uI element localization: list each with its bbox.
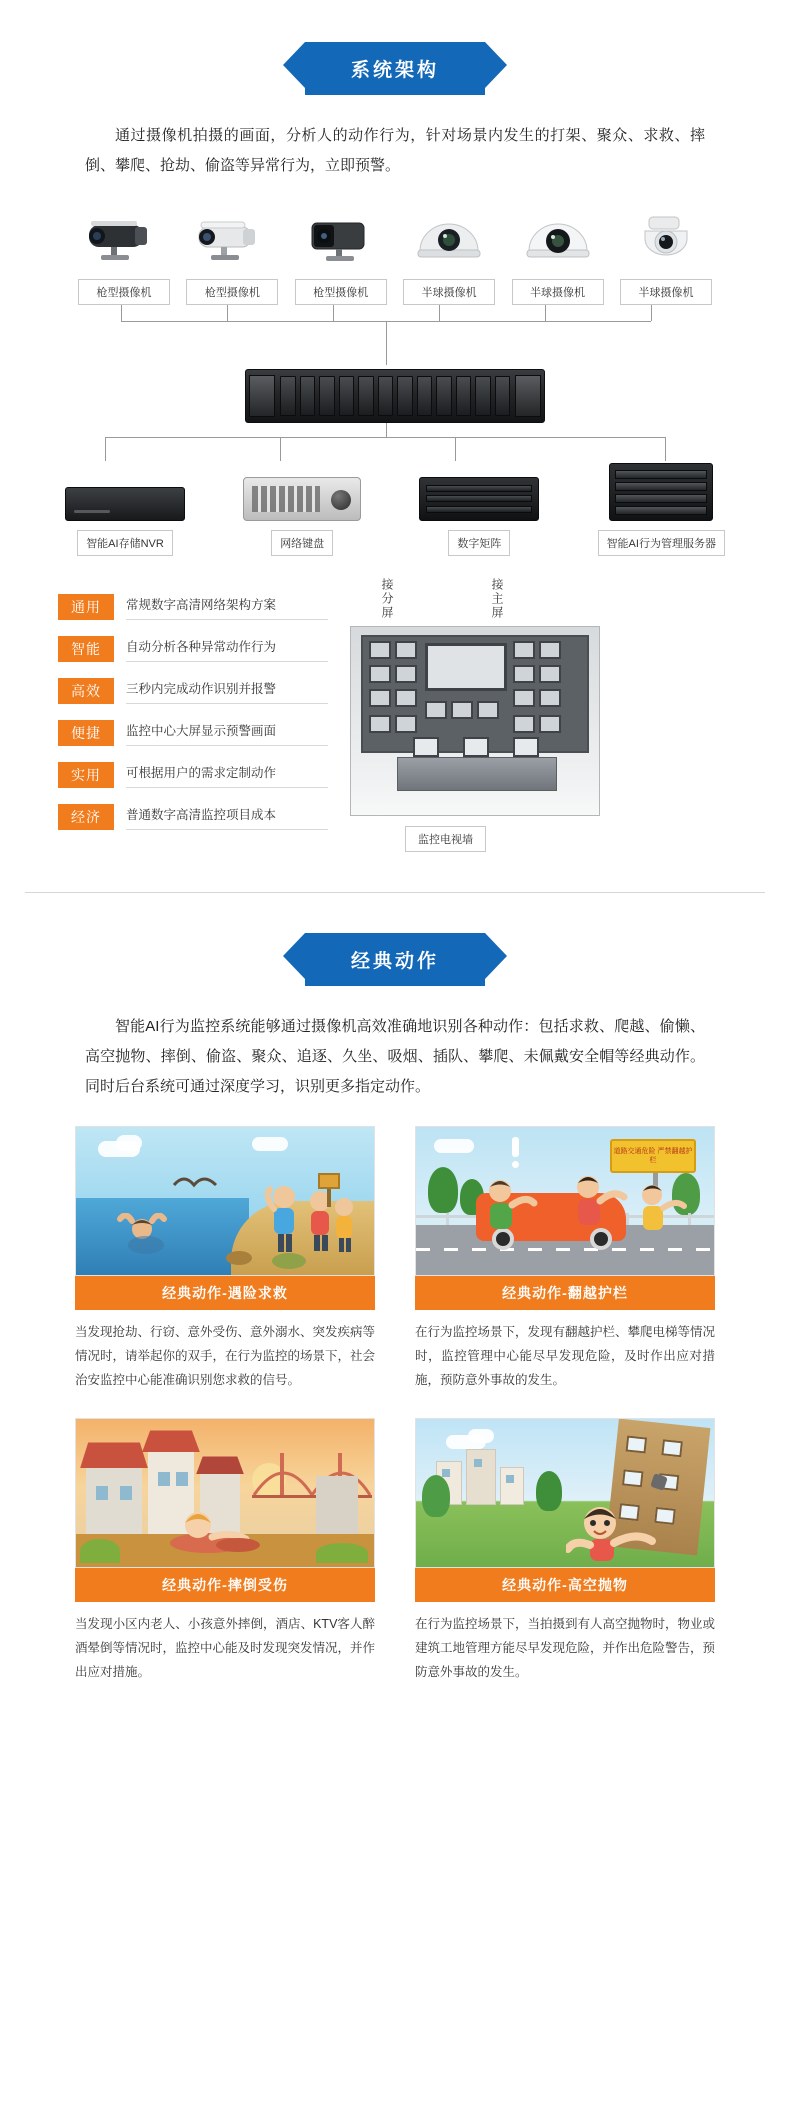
nvr-icon xyxy=(65,463,185,521)
feature-tag: 便捷 xyxy=(58,720,114,746)
camera-item xyxy=(400,207,498,305)
feature-tag: 高效 xyxy=(58,678,114,704)
digital-matrix-icon xyxy=(419,463,539,521)
feature-item xyxy=(58,588,328,626)
camera-label: 枪型摄像机 xyxy=(78,279,170,305)
card-description: 在行为监控场景下，当拍摄到有人高空抛物时，物业或建筑工地管理方能尽早发现危险，并作出危险警告，预防意外事故的发生。 xyxy=(415,1617,716,1679)
camera-label: 半球摄像机 xyxy=(512,279,604,305)
card-title: 经典动作-摔倒受伤 xyxy=(75,1568,375,1602)
drowning-rescue-illustration xyxy=(75,1126,375,1276)
camera-item xyxy=(75,207,173,305)
classic-action-card xyxy=(75,1126,375,1392)
climbing-guardrail-illustration xyxy=(415,1126,715,1276)
banner-label: 系统架构 xyxy=(305,42,485,95)
tv-wall-caption: 监控电视墙 xyxy=(405,826,486,852)
feature-tag: 实用 xyxy=(58,762,114,788)
feature-text: 监控中心大屏显示预警画面 xyxy=(126,721,328,746)
camera-label: 枪型摄像机 xyxy=(186,279,278,305)
card-description: 当发现抢劫、行窃、意外受伤、意外溺水、突发疾病等情况时，请举起你的双手，在行为监控的场景下，社会治安监控中心能准确识别您求救的信号。 xyxy=(75,1325,376,1387)
feature-item xyxy=(58,714,328,752)
device-item xyxy=(419,463,539,556)
section-divider xyxy=(25,892,765,893)
dome-camera-icon xyxy=(515,207,601,269)
bullet-camera-icon xyxy=(81,207,167,269)
feature-item xyxy=(58,672,328,710)
camera-item xyxy=(617,207,715,305)
wall-label-sub-screen: 接分屏 xyxy=(380,578,394,620)
connector-cameras-to-server xyxy=(75,305,715,365)
camera-label: 枪型摄像机 xyxy=(295,279,387,305)
device-row xyxy=(65,463,725,556)
bullet-camera-icon xyxy=(298,207,384,269)
classic-action-card xyxy=(415,1126,715,1392)
network-keyboard-icon xyxy=(243,463,361,521)
dome-camera-icon xyxy=(406,207,492,269)
feature-text: 常规数字高清网络架构方案 xyxy=(126,595,328,620)
classic-action-card xyxy=(415,1418,715,1684)
feature-tag: 通用 xyxy=(58,594,114,620)
camera-row xyxy=(75,207,715,305)
feature-item xyxy=(58,756,328,794)
architecture-intro-text: 通过摄像机拍摄的画面，分析人的动作行为，针对场景内发生的打架、聚众、求救、摔倒、攀爬、抢劫、偷盗等异常行为，立即预警。 xyxy=(85,127,705,174)
card-description: 在行为监控场景下，发现有翻越护栏、攀爬电梯等情况时，监控管理中心能尽早发现危险，及时作出应对措施，预防意外事故的发生。 xyxy=(415,1325,716,1387)
classic-action-card xyxy=(75,1418,375,1684)
device-label: 数字矩阵 xyxy=(448,530,510,556)
camera-item xyxy=(292,207,390,305)
device-label: 智能AI存储NVR xyxy=(77,530,173,556)
device-item xyxy=(598,463,725,556)
tv-wall-area xyxy=(350,578,750,852)
feature-tag: 智能 xyxy=(58,636,114,662)
section-banner-architecture xyxy=(0,42,790,95)
feature-tag: 经济 xyxy=(58,804,114,830)
banner-label: 经典动作 xyxy=(305,933,485,986)
feature-list xyxy=(58,588,328,840)
feature-text: 三秒内完成动作识别并报警 xyxy=(126,679,328,704)
falling-object-illustration xyxy=(415,1418,715,1568)
wall-label-main-screen: 接主屏 xyxy=(490,578,504,620)
card-title: 经典动作-遇险求救 xyxy=(75,1276,375,1310)
camera-item xyxy=(183,207,281,305)
camera-label: 半球摄像机 xyxy=(403,279,495,305)
rack-server-icon xyxy=(0,369,790,423)
feature-text: 可根据用户的需求定制动作 xyxy=(126,763,328,788)
device-item xyxy=(65,463,185,556)
warning-sign-text: 道路交通危险 严禁翻越护栏 xyxy=(610,1139,696,1173)
bullet-camera-icon xyxy=(189,207,275,269)
device-item xyxy=(243,463,361,556)
feature-item xyxy=(58,798,328,836)
camera-item xyxy=(509,207,607,305)
feature-text: 自动分析各种异常动作行为 xyxy=(126,637,328,662)
camera-label: 半球摄像机 xyxy=(620,279,712,305)
card-title: 经典动作-翻越护栏 xyxy=(415,1276,715,1310)
architecture-features-and-wall xyxy=(0,578,790,868)
device-label: 智能AI行为管理服务器 xyxy=(598,530,725,556)
fall-injury-illustration xyxy=(75,1418,375,1568)
card-title: 经典动作-高空抛物 xyxy=(415,1568,715,1602)
section-banner-classic-actions xyxy=(0,933,790,986)
classic-actions-intro-text: 智能AI行为监控系统能够通过摄像机高效准确地识别各种动作：包括求救、爬越、偷懒、高空抛物、摔倒、偷盗、聚众、追逐、久坐、吸烟、插队、攀爬、未佩戴安全帽等经典动作。同时后台系统可通过深度学习，识别更多指定动作。 xyxy=(85,1018,705,1095)
feature-item xyxy=(58,630,328,668)
connector-server-to-devices xyxy=(75,423,715,469)
tv-wall-illustration xyxy=(350,626,600,816)
device-label: 网络键盘 xyxy=(271,530,333,556)
card-description: 当发现小区内老人、小孩意外摔倒，酒店、KTV客人醉酒晕倒等情况时，监控中心能及时发现突发情况，并作出应对措施。 xyxy=(75,1617,376,1679)
ai-server-icon xyxy=(609,463,713,521)
ptz-camera-icon xyxy=(623,207,709,269)
feature-text: 普通数字高清监控项目成本 xyxy=(126,805,328,830)
classic-action-card-grid xyxy=(75,1126,715,1710)
